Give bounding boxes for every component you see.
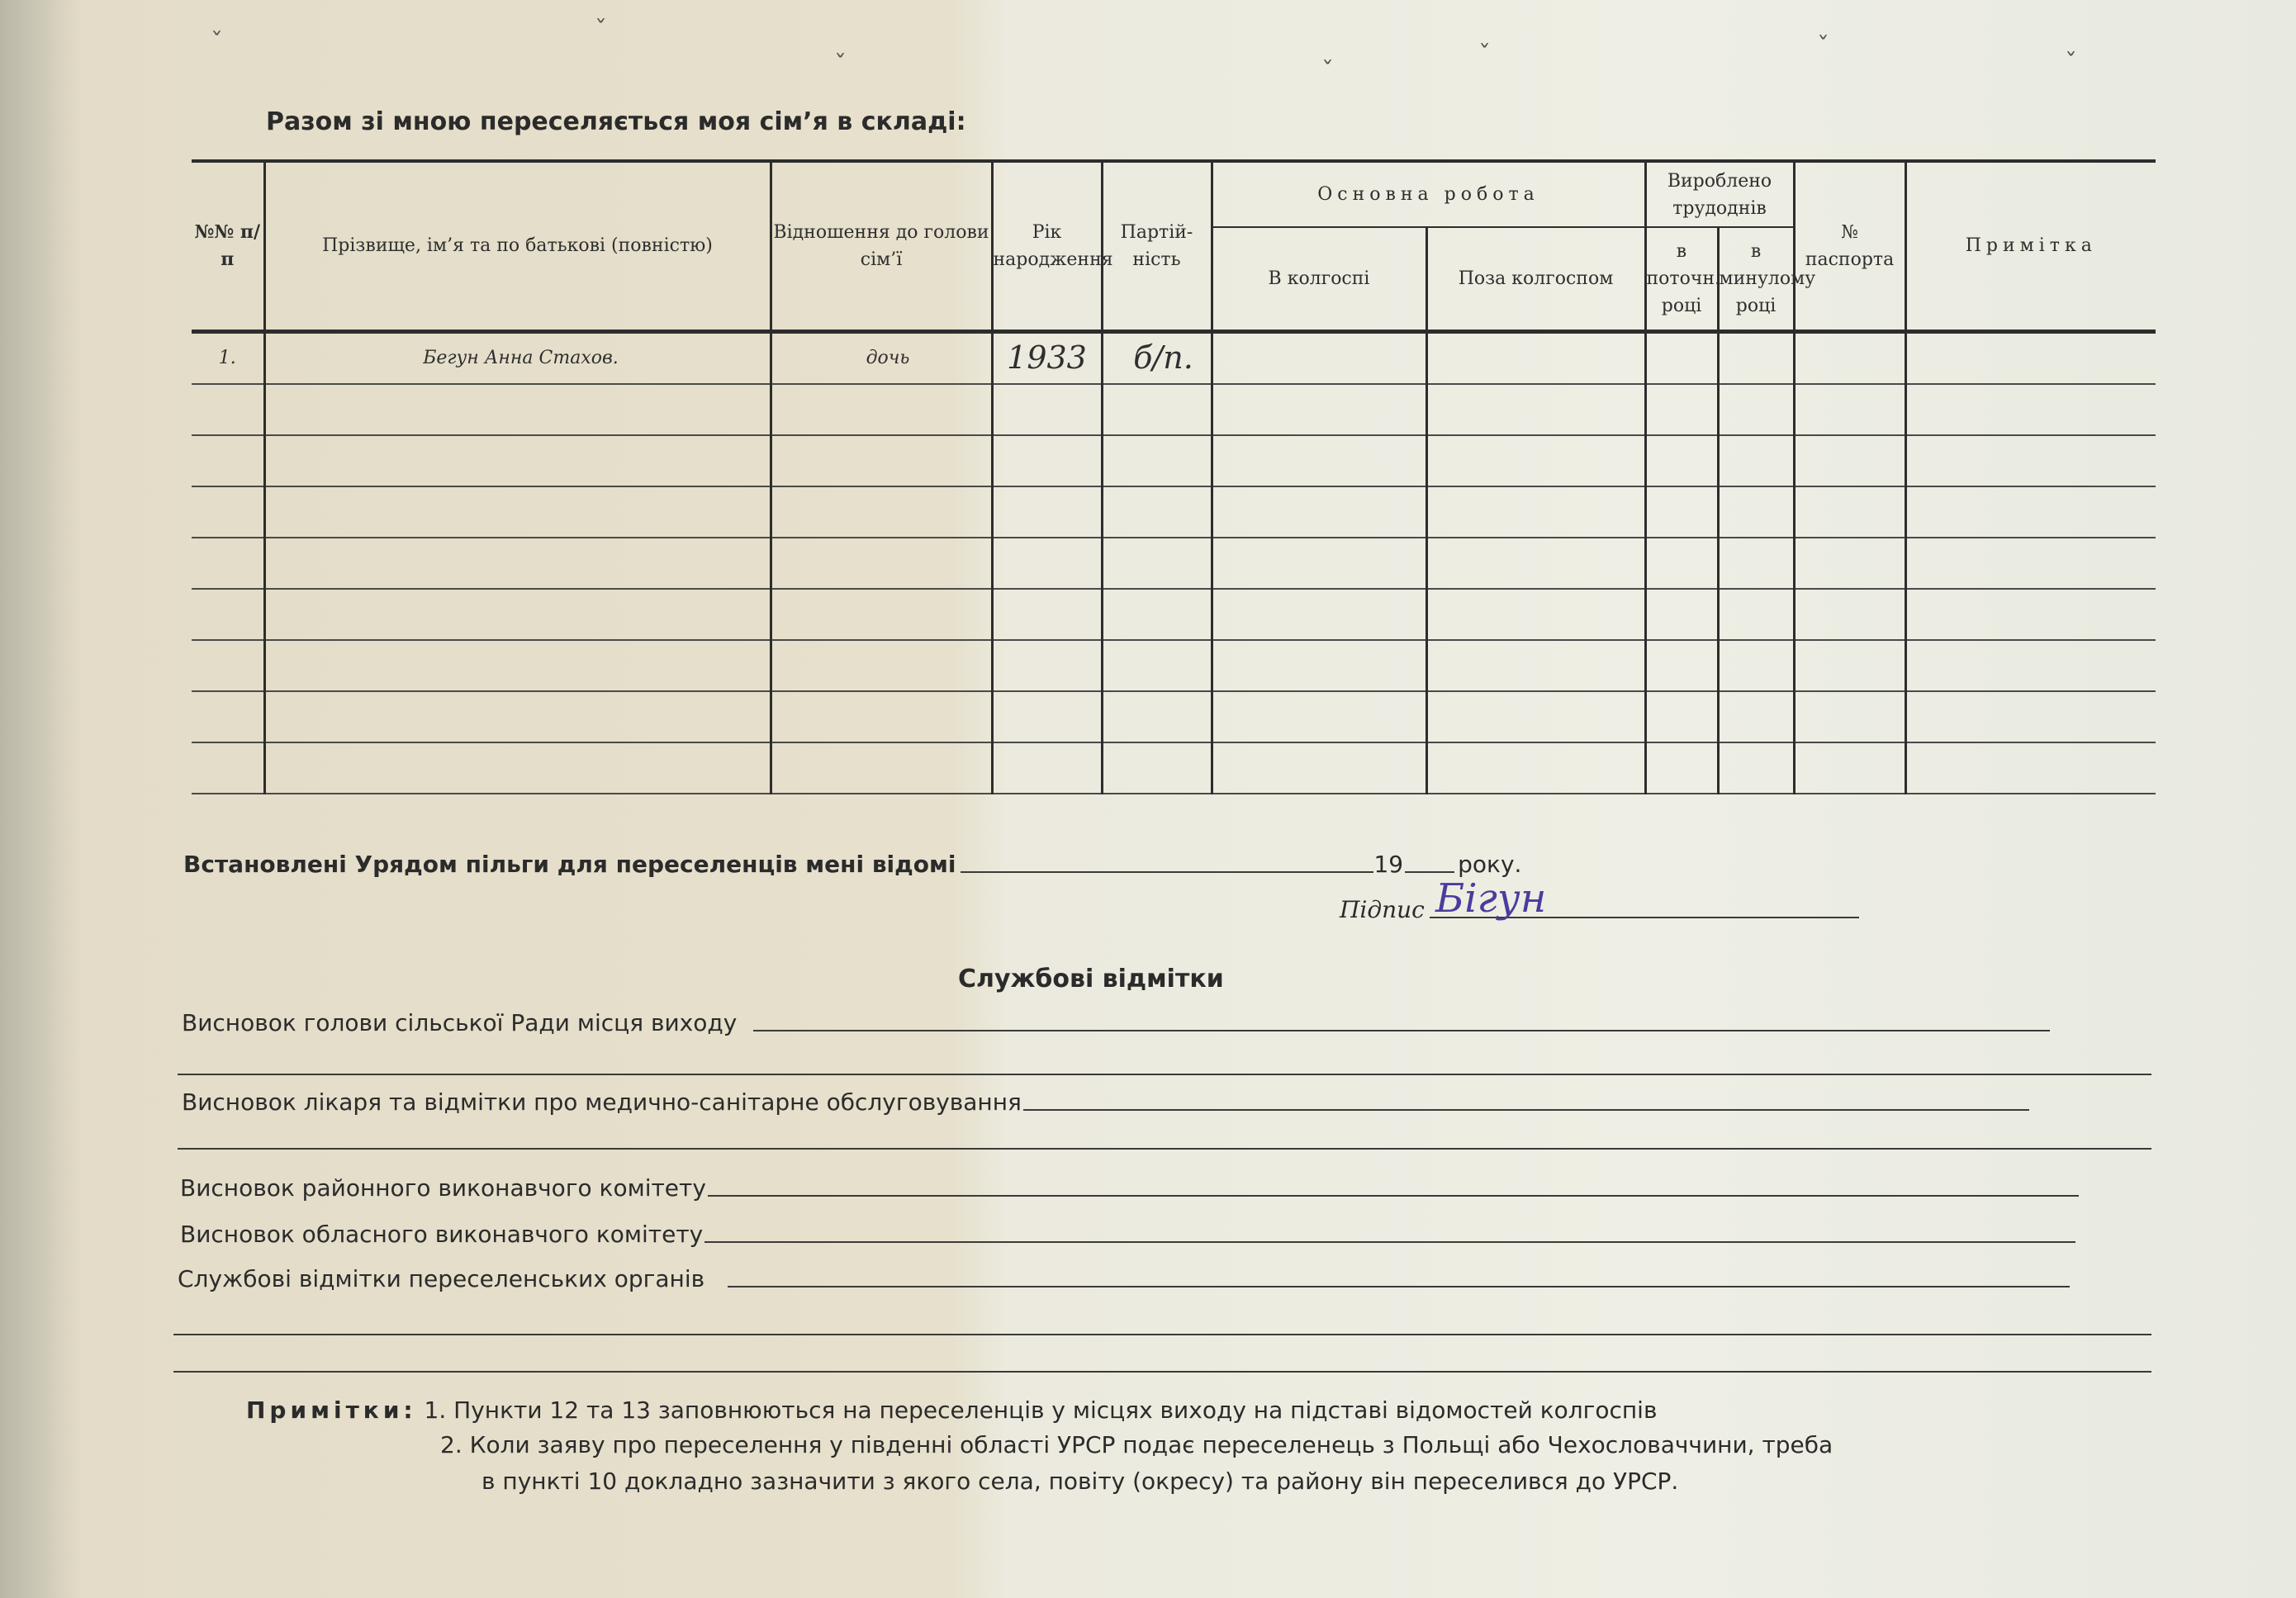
ruled-line <box>178 1074 2151 1075</box>
benefits-year-suffix: року. <box>1458 851 1522 878</box>
col-birth-year-header: Рік народження <box>992 161 1102 331</box>
staple-hole-icon: ˇ <box>834 50 847 79</box>
row-birth-year: 1933 <box>992 331 1102 384</box>
signature-handwriting: Бігун <box>1435 875 1547 922</box>
staple-hole-icon: ˇ <box>1321 57 1334 86</box>
regional-label: Висновок обласного виконавчого комітету <box>180 1221 704 1248</box>
doctor-row <box>182 1088 2029 1116</box>
official-title: Службові відмітки <box>958 965 1224 993</box>
notes-block-2 <box>440 1427 1833 1500</box>
family-table <box>192 159 2156 794</box>
ruled-line <box>173 1371 2151 1373</box>
col-relation-header: Відношення до голови сім’ї <box>771 161 992 331</box>
col-party-header: Партій- ність <box>1102 161 1212 331</box>
regional-line <box>704 1241 2075 1243</box>
benefits-row <box>183 851 1521 878</box>
resettlement-row <box>178 1265 2070 1292</box>
doctor-label: Висновок лікаря та відмітки про медично-санітарне обслуговування <box>182 1088 1022 1116</box>
village-council-row <box>182 1009 2050 1036</box>
benefits-year-line <box>1405 871 1454 873</box>
resettlement-label: Службові відмітки переселенських органів <box>178 1265 705 1292</box>
resettlement-line <box>728 1286 2070 1287</box>
notes-title: Примітки: <box>246 1396 417 1424</box>
table-row <box>192 384 2156 435</box>
note-item-2-line-2: в пункті 10 докладно зазначити з якого села, повіту (окресу) та району він переселився до УРСР. <box>481 1468 1679 1495</box>
benefits-year-prefix: 19 <box>1373 851 1404 878</box>
regional-row <box>180 1221 2075 1248</box>
table-row <box>192 486 2156 538</box>
col-workdays-header: Вироблено трудоднів <box>1645 161 1794 227</box>
sheet-shadow-edge <box>0 0 83 1598</box>
table-row <box>192 742 2156 794</box>
col-name-header: Прізвище, ім’я та по батькові (повністю) <box>264 161 771 331</box>
note-item-1: 1. Пункти 12 та 13 заповнюються на переселенців у місцях виходу на підставі відомостей колгоспів <box>424 1396 1658 1424</box>
col-outside-kolhosp-header: Поза колгоспом <box>1426 227 1645 331</box>
table-row <box>192 435 2156 486</box>
table-row <box>192 331 2156 384</box>
signature-row <box>1340 896 1859 923</box>
col-num-header: №№ п/п <box>192 161 264 331</box>
village-council-label: Висновок голови сільської Ради місця виходу <box>182 1009 738 1036</box>
ruled-line <box>173 1334 2151 1335</box>
ruled-line <box>178 1148 2151 1150</box>
row-num: 1. <box>192 331 264 384</box>
table-header-row <box>192 161 2156 227</box>
table-row <box>192 640 2156 691</box>
district-label: Висновок районного виконавчого комітету <box>180 1174 706 1202</box>
district-line <box>708 1195 2079 1197</box>
row-name: Бегун Анна Стахов. <box>264 331 771 384</box>
benefits-label: Встановлені Урядом пільги для переселенців мені відомі <box>183 851 956 878</box>
note-line-1 <box>246 1392 1657 1429</box>
district-row <box>180 1174 2079 1202</box>
table-row <box>192 691 2156 742</box>
col-last-year-header: в минулому році <box>1718 227 1794 331</box>
col-note-header: Примітка <box>1905 161 2156 331</box>
col-current-year-header: в поточн. році <box>1645 227 1718 331</box>
family-title: Разом зі мною переселяється моя сім’я в складі: <box>266 107 966 136</box>
table-row <box>192 589 2156 640</box>
row-party: б/п. <box>1102 331 1212 384</box>
village-council-line <box>753 1030 2050 1031</box>
col-main-work-header: Основна робота <box>1212 161 1645 227</box>
notes-block <box>246 1392 1657 1429</box>
signature-label: Підпис <box>1340 896 1425 923</box>
table-row <box>192 538 2156 589</box>
col-passport-header: № паспорта <box>1794 161 1905 331</box>
row-relation: дочь <box>771 331 992 384</box>
benefits-date-line <box>961 871 1373 873</box>
staple-hole-icon: ˇ <box>2065 49 2077 78</box>
staple-hole-icon: ˇ <box>1817 32 1829 61</box>
staple-hole-icon: ˇ <box>595 16 607 45</box>
note-item-2-line-1: 2. Коли заяву про переселення у південні області УРСР подає переселенець з Польщі або Чехословаччини, треба <box>440 1431 1833 1458</box>
staple-hole-icon: ˇ <box>211 28 223 57</box>
doctor-line <box>1023 1109 2029 1111</box>
staple-hole-icon: ˇ <box>1478 40 1491 69</box>
col-in-kolhosp-header: В колгоспі <box>1212 227 1426 331</box>
